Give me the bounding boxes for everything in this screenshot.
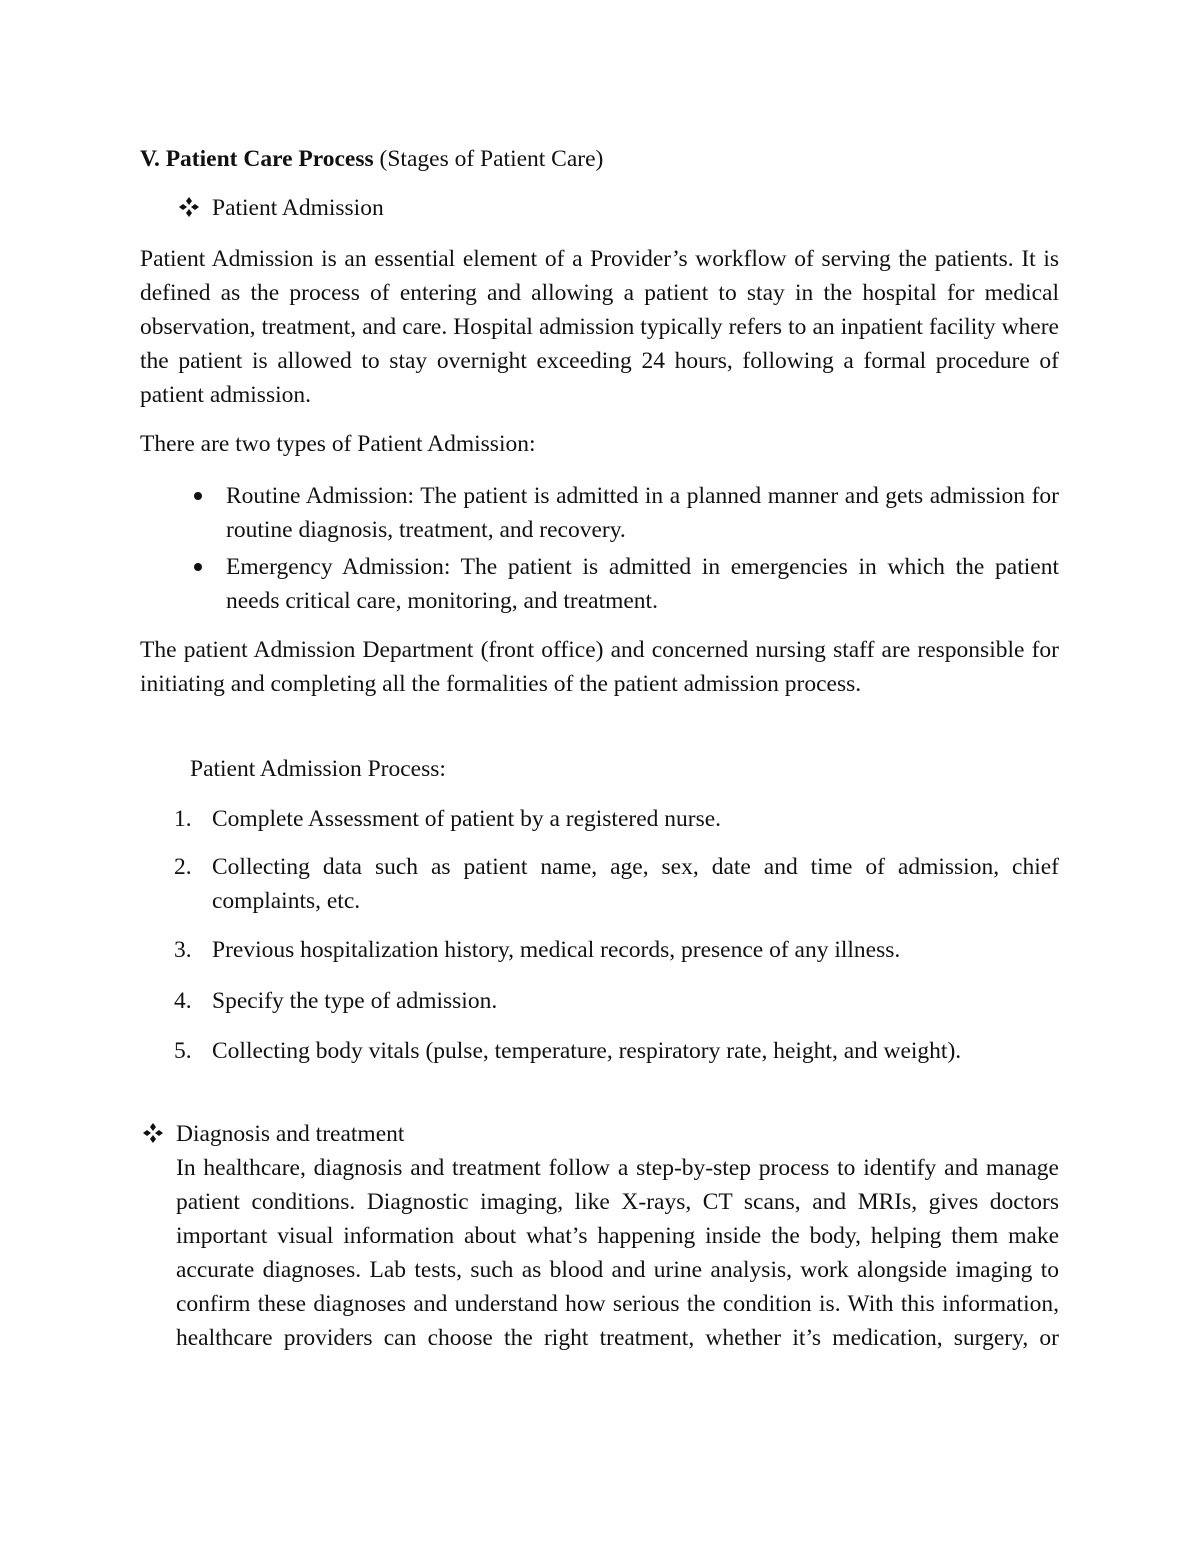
- bullet-icon: [194, 563, 202, 571]
- section-title: V. Patient Care Process: [140, 146, 374, 172]
- step-number: 1.: [174, 806, 192, 832]
- diamond-bullet-icon: [142, 1122, 164, 1144]
- step-number: 4.: [174, 988, 192, 1014]
- list-item: Complete Assessment of patient by a registered nurse.: [212, 806, 722, 832]
- diagnosis-heading: Diagnosis and treatment: [176, 1121, 405, 1147]
- admission-heading: Patient Admission: [212, 195, 384, 221]
- diagnosis-paragraph: In healthcare, diagnosis and treatment follow a step-by-step process to identify and manage patient conditions. Diagnostic imaging, like X-rays, CT scans, and MRIs, gives doctors important visual information about what’s happening inside the body, helping them make accurate diagnoses. Lab tests, such as blood and urine analysis, work alongside imaging to confirm these diagnoses and understand how serious the condition is. With this information, healthcare providers can choose the right treatment, whether it’s medication, surgery, or: [176, 1155, 1059, 1351]
- list-item: Collecting body vitals (pulse, temperature, respiratory rate, height, and weight).: [212, 1038, 962, 1064]
- admission-intro-paragraph: Patient Admission is an essential element of a Provider’s workflow of serving the patients. It is defined as the process of entering and allowing a patient to stay in the hospital for medical observation, treatment, and care. Hospital admission typically refers to an inpatient facility where the patient is allowed to stay overnight exceeding 24 hours, following a formal procedure of patient admission.: [140, 246, 1059, 408]
- bullet-icon: [194, 492, 202, 500]
- process-heading: Patient Admission Process:: [190, 756, 446, 782]
- list-item: Emergency Admission: The patient is admitted in emergencies in which the patient needs critical care, monitoring, and treatment.: [226, 554, 1059, 614]
- step-number: 2.: [174, 854, 192, 880]
- section-subtitle: (Stages of Patient Care): [379, 146, 604, 172]
- section-heading: [140, 142, 603, 176]
- diamond-bullet-icon: [178, 196, 200, 218]
- list-item: Routine Admission: The patient is admitted in a planned manner and gets admission for routine diagnosis, treatment, and recovery.: [226, 483, 1059, 543]
- list-item: Previous hospitalization history, medical records, presence of any illness.: [212, 937, 901, 963]
- types-lead: There are two types of Patient Admission:: [140, 431, 536, 457]
- list-item: Collecting data such as patient name, age, sex, date and time of admission, chief complaints, etc.: [212, 854, 1059, 914]
- list-item: Specify the type of admission.: [212, 988, 498, 1014]
- step-number: 3.: [174, 937, 192, 963]
- responsibility-paragraph: The patient Admission Department (front office) and concerned nursing staff are responsible for initiating and completing all the formalities of the patient admission process.: [140, 637, 1059, 697]
- step-number: 5.: [174, 1038, 192, 1064]
